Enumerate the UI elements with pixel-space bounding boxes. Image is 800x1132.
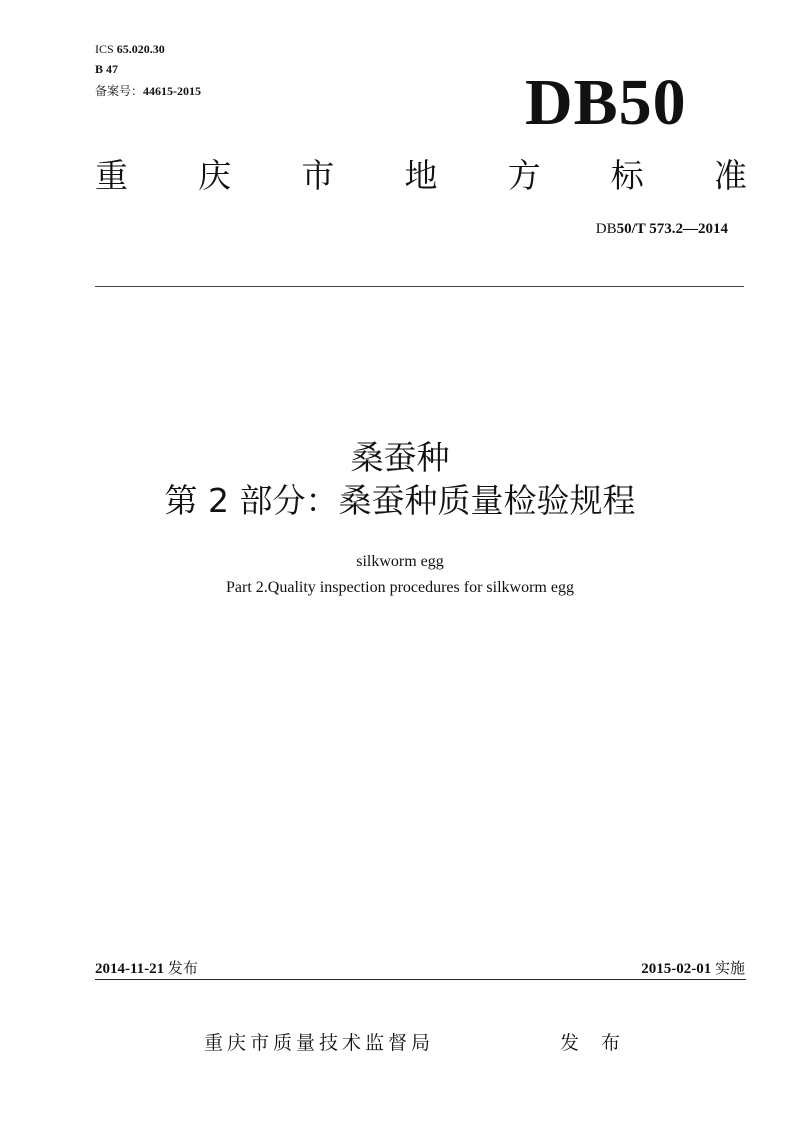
main-title-line1: 桑蚕种 [350, 438, 450, 477]
standard-type-char: 重 [95, 156, 128, 195]
effective-date: 2015-02-01 [641, 961, 712, 977]
bottom-divider [95, 979, 746, 980]
effective-date-row [641, 958, 745, 979]
top-divider [95, 286, 744, 287]
standard-type-char: 标 [610, 156, 644, 195]
record-label: 备案号： [95, 84, 144, 98]
effective-label: 实施 [714, 959, 745, 977]
english-title-line1: silkworm egg [356, 553, 444, 570]
standard-type-char: 方 [507, 156, 541, 195]
db-logo: DB50 [525, 66, 687, 139]
standard-code-number: 50/T 573.2—2014 [616, 221, 728, 237]
standard-type-title [95, 156, 747, 196]
issue-word: 发 布 [560, 1032, 629, 1054]
category-code: B 47 [95, 62, 119, 76]
record-number: 44615-2015 [143, 84, 202, 98]
standard-code-prefix: DB [595, 221, 617, 237]
ics-code: 65.020.30 [116, 42, 165, 56]
standard-code [596, 220, 728, 238]
publish-date: 2014-11-21 [95, 961, 165, 977]
main-title-line2: 第 2 部分：桑蚕种质量检验规程 [164, 481, 636, 520]
standard-type-char: 庆 [198, 156, 232, 195]
standard-type-char: 地 [404, 156, 438, 195]
ics-label: ICS [95, 42, 114, 56]
issuing-authority: 重庆市质量技术监督局 [204, 1032, 435, 1054]
standard-type-char: 市 [301, 156, 335, 195]
publish-date-row [95, 958, 198, 979]
standard-type-char: 准 [713, 156, 747, 195]
publish-label: 发布 [167, 959, 198, 977]
ics-line [95, 42, 165, 56]
english-title-line2: Part 2.Quality inspection procedures for silkworm egg [226, 579, 574, 596]
record-line [95, 84, 201, 98]
